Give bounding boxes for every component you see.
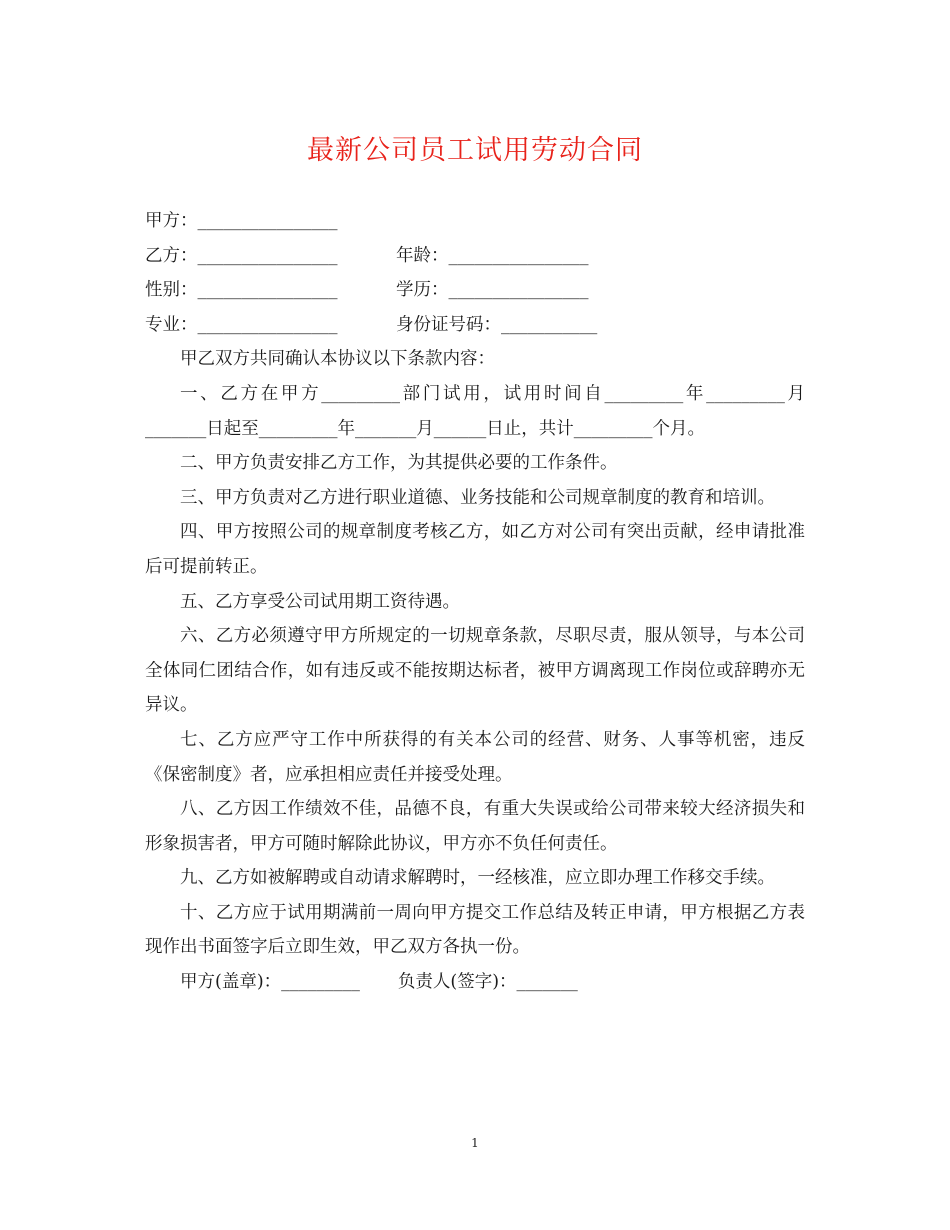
- party-a-seal-field: 甲方(盖章)：_________: [180, 972, 360, 993]
- clause-1: 一、乙方在甲方_________部门试用，试用时间自_________年_________月_______日起至_________年_______月______日止，共计_________个月。: [145, 383, 805, 439]
- id-number-field: 身份证号码：___________: [396, 314, 598, 335]
- education-field: 学历：________________: [396, 280, 589, 301]
- clause-3: 三、甲方负责对乙方进行职业道德、业务技能和公司规章制度的教育和培训。: [180, 487, 775, 508]
- document-title: 最新公司员工试用劳动合同: [307, 135, 643, 166]
- party-b-row: [145, 239, 805, 274]
- clause-6: 六、乙方必须遵守甲方所规定的一切规章条款，尽职尽责，服从领导，与本公司全体同仁团结合作，如有违反或不能按期达标者，被甲方调离现工作岗位或辞聘亦无异议。: [145, 626, 805, 716]
- clause-4: 四、甲方按照公司的规章制度考核乙方，如乙方对公司有突出贡献，经申请批准后可提前转正。: [145, 522, 805, 577]
- clause-9: 九、乙方如被解聘或自动请求解聘时，一经核准，应立即办理工作移交手续。: [180, 868, 775, 889]
- intro-text: 甲乙双方共同确认本协议以下条款内容：: [180, 349, 495, 370]
- party-a-row: [145, 204, 805, 239]
- page-number: 1: [471, 1136, 479, 1150]
- party-b-field: 乙方：________________: [145, 245, 338, 266]
- clause-8: 八、乙方因工作绩效不佳，品德不良，有重大失误或给公司带来较大经济损失和形象损害者，甲方可随时解除此协议，甲方亦不负任何责任。: [145, 799, 805, 854]
- clause-7: 七、乙方应严守工作中所获得的有关本公司的经营、财务、人事等机密，违反《保密制度》者，应承担相应责任并接受处理。: [145, 729, 805, 785]
- contract-body: [145, 204, 805, 1000]
- age-field: 年龄：________________: [396, 245, 589, 266]
- major-row: [145, 308, 805, 343]
- clause-2: 二、甲方负责安排乙方工作，为其提供必要的工作条件。: [180, 453, 618, 474]
- clause-10: 十、乙方应于试用期满前一周向甲方提交工作总结及转正申请，甲方根据乙方表现作出书面签字后立即生效，甲乙双方各执一份。: [145, 902, 805, 958]
- clause-5: 五、乙方享受公司试用期工资待遇。: [180, 591, 460, 612]
- signature-row: [145, 965, 805, 1000]
- responsible-person-field: 负责人(签字)：_______: [397, 972, 578, 993]
- gender-row: [145, 273, 805, 308]
- party-a-field: 甲方：________________: [145, 211, 338, 231]
- gender-field: 性别：________________: [145, 280, 338, 301]
- major-field: 专业：________________: [145, 314, 338, 335]
